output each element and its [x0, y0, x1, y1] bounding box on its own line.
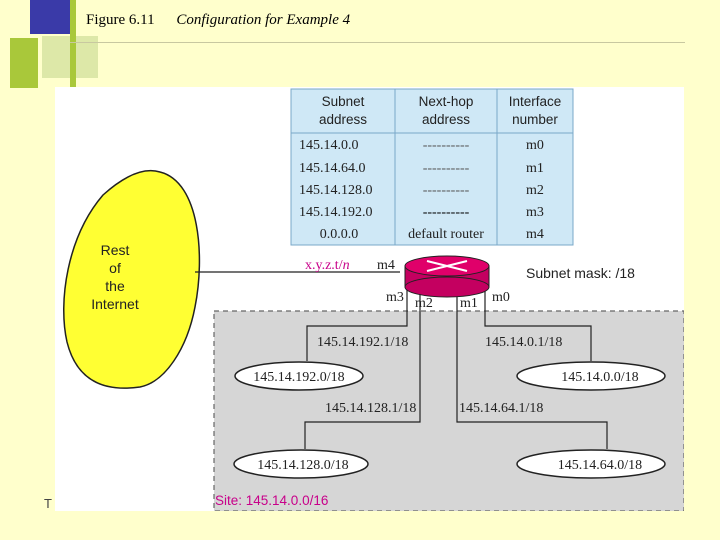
- link-address-m3: 145.14.192.1/18: [317, 335, 409, 350]
- internet-label: the: [105, 278, 125, 294]
- table-cell-next-hop: default router: [408, 227, 484, 242]
- caption-divider: [70, 42, 685, 43]
- table-cell-next-hop: ----------: [422, 205, 470, 220]
- interface-label-m2: m2: [415, 296, 433, 311]
- internet-cloud: [64, 171, 200, 388]
- figure-number: Figure 6.11: [86, 12, 155, 28]
- table-cell-next-hop: ----------: [422, 138, 470, 153]
- subnet-label: 145.14.64.0/18: [557, 458, 643, 473]
- table-cell-subnet: 145.14.192.0: [299, 205, 373, 220]
- table-header-interface: Interface: [508, 94, 562, 109]
- router-bottom: [405, 277, 489, 297]
- site-region: [214, 311, 684, 511]
- external-address-label: [305, 258, 350, 273]
- figure-caption: [86, 12, 350, 29]
- link-address-m1: 145.14.64.1/18: [459, 401, 544, 416]
- link-address-m0: 145.14.0.1/18: [485, 335, 563, 350]
- table-cell-next-hop: ----------: [422, 183, 470, 198]
- subnet-label: 145.14.128.0/18: [257, 458, 349, 473]
- corner-square-green: [10, 38, 38, 88]
- table-header-interface: number: [512, 112, 558, 127]
- table-header-subnet: address: [318, 112, 368, 127]
- figure-title: Configuration for Example 4: [176, 12, 351, 28]
- table-header-subnet: Subnet: [321, 94, 365, 109]
- subnet-mask-label: Subnet mask: /18: [526, 265, 635, 281]
- site-label: Site: 145.14.0.0/16: [215, 493, 329, 508]
- table-cell-interface: m1: [526, 161, 544, 176]
- table-header-next-hop: Next-hop: [418, 94, 474, 109]
- subnet-top-right: [517, 362, 665, 390]
- diagram-panel: [55, 87, 684, 511]
- subnet-top-left: [235, 362, 363, 390]
- corner-bar-green: [70, 0, 76, 88]
- subnet-label: 145.14.192.0/18: [253, 370, 345, 385]
- corner-square-blue: [30, 0, 74, 34]
- internet-label: of: [109, 260, 121, 276]
- interface-label-m0: m0: [492, 290, 510, 305]
- table-cell-interface: m4: [526, 227, 544, 242]
- table-cell-interface: m3: [526, 205, 544, 220]
- table-cell-subnet: 145.14.0.0: [299, 138, 359, 153]
- table-cell-subnet: 0.0.0.0: [319, 227, 359, 242]
- interface-label-m3: m3: [386, 290, 404, 305]
- table-cell-subnet: 145.14.128.0: [299, 183, 373, 198]
- internet-label: Rest: [100, 242, 130, 258]
- table-cell-interface: m2: [526, 183, 544, 198]
- interface-label-m1: m1: [460, 296, 478, 311]
- subnet-bottom-left: [234, 450, 368, 478]
- router: [405, 256, 489, 297]
- link-address-m2: 145.14.128.1/18: [325, 401, 417, 416]
- table-cell-subnet: 145.14.64.0: [299, 161, 366, 176]
- network-diagram: [55, 87, 684, 511]
- footer-text: T: [44, 496, 52, 511]
- table-cell-next-hop: ----------: [422, 161, 470, 176]
- subnet-label: 145.14.0.0/18: [561, 370, 639, 385]
- external-address-prefix: x.y.z.t/: [305, 258, 343, 273]
- interface-label-m4: m4: [377, 258, 395, 273]
- external-address-suffix: n: [342, 258, 350, 273]
- table-cell-interface: m0: [526, 138, 544, 153]
- internet-label: Internet: [91, 296, 139, 312]
- routing-table: [291, 89, 573, 245]
- table-header-next-hop: address: [421, 112, 471, 127]
- subnet-bottom-right: [517, 450, 665, 478]
